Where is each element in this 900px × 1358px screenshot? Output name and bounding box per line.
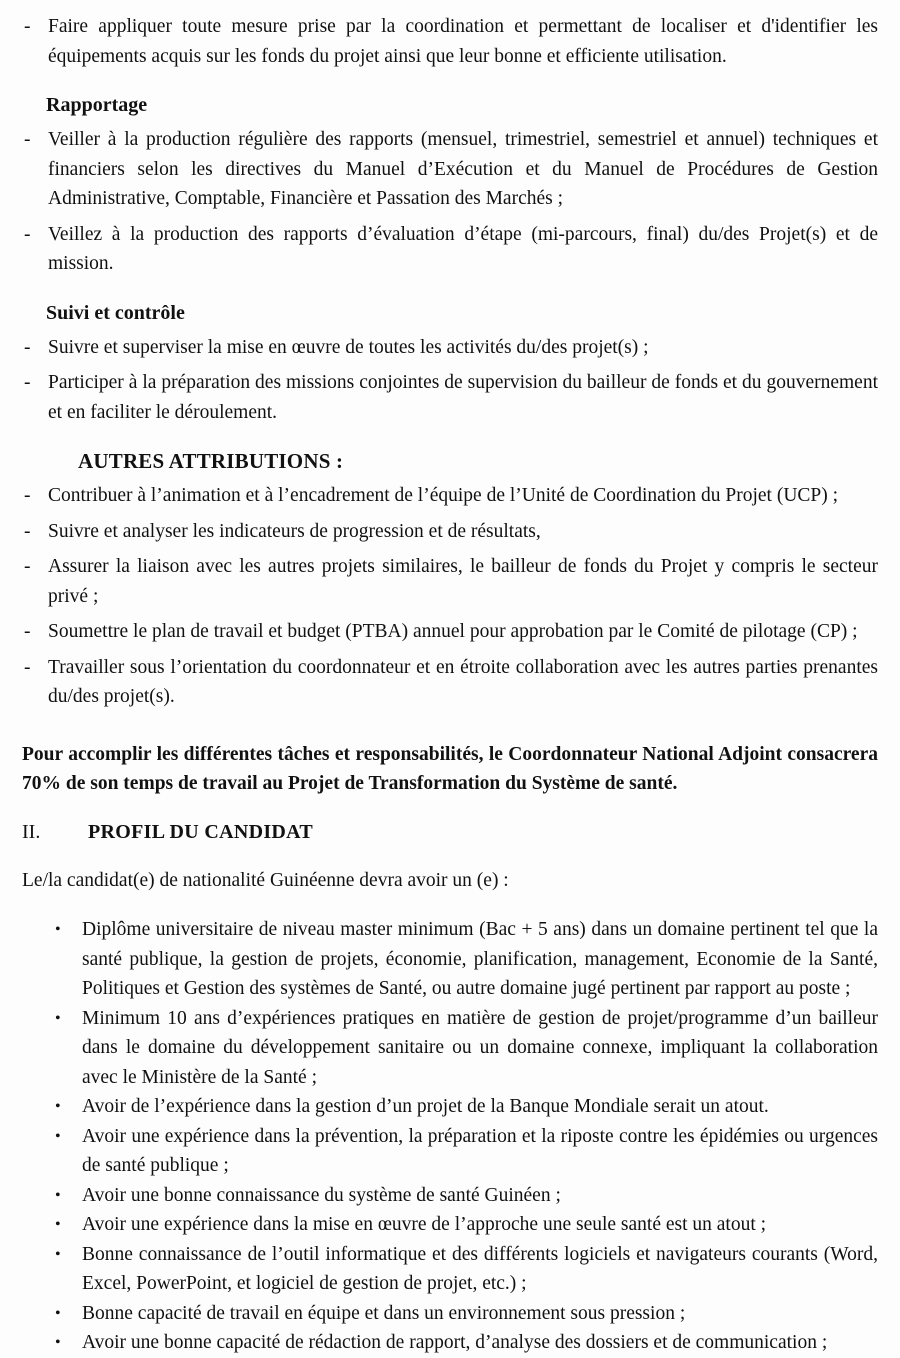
spacer xyxy=(0,279,900,299)
heading-suivi-et-controle: Suivi et contrôle xyxy=(46,301,185,324)
list-item xyxy=(0,915,900,1004)
list-item-text: Assurer la liaison avec les autres projets similaires, le bailleur de fonds du Projet y compris le secteur privé ; xyxy=(48,556,878,607)
list-item xyxy=(0,220,900,279)
bullet-icon: • xyxy=(55,1127,61,1145)
bullet-icon: • xyxy=(55,921,61,938)
dash-marker: - xyxy=(24,556,31,577)
bullet-icon: • xyxy=(55,1186,61,1204)
dash-marker: - xyxy=(24,485,31,506)
spacer-top xyxy=(0,0,900,12)
list-item-text: Minimum 10 ans d’expériences pratiques en matière de gestion de projet/programme d’un bailleur dans le domaine du développement sanitaire ou un domaine connexe, impliquant la collaboration avec le Ministère de la Santé ; xyxy=(82,1007,878,1088)
list-item xyxy=(0,1181,900,1211)
bullet-icon: • xyxy=(55,1009,61,1027)
heading-autres-attributions: AUTRES ATTRIBUTIONS : xyxy=(78,449,344,473)
section-title: PROFIL DU CANDIDAT xyxy=(88,820,314,843)
list-item-text: Avoir de l’expérience dans la gestion d’un projet de la Banque Mondiale serait un atout. xyxy=(82,1096,769,1117)
list-item-text: Suivre et superviser la mise en œuvre de toutes les activités du/des projet(s) ; xyxy=(48,336,649,358)
dash-marker: - xyxy=(24,621,31,642)
dash-marker: - xyxy=(24,656,31,678)
list-item xyxy=(0,1299,900,1329)
list-item-text: Avoir une bonne capacité de rédaction de rapport, d’analyse des dossiers et de communication ; xyxy=(82,1332,828,1353)
spacer xyxy=(0,427,900,447)
list-item-text: Bonne capacité de travail en équipe et dans un environnement sous pression ; xyxy=(82,1302,686,1324)
list-item xyxy=(0,333,900,363)
list-item xyxy=(0,481,900,511)
heading-rapportage: Rapportage xyxy=(46,94,148,116)
list-item-text: Participer à la préparation des missions conjointes de supervision du bailleur de fonds et du gouvernement et en faciliter le déroulement. xyxy=(48,372,878,423)
list-item-text: Bonne connaissance de l’outil informatique et des différents logiciels et navigateurs courants (Word, Excel, PowerPoint, et logiciel de gestion de projet, etc.) ; xyxy=(82,1243,878,1294)
list-item-text: Diplôme universitaire de niveau master minimum (Bac + 5 ans) dans un domaine pertinent tel que la santé publique, la gestion de projets, économie, planification, management, Economie de la Santé, Politiques et Gestion des systèmes de Santé, ou autre domaine jugé pertinent par rapport au poste ; xyxy=(82,919,878,999)
list-item-text: Travailler sous l’orientation du coordonnateur et en étroite collaboration avec les autres parties prenantes du/des projet(s). xyxy=(48,656,878,707)
list-item xyxy=(0,125,900,214)
dash-marker: - xyxy=(24,16,31,37)
dash-marker: - xyxy=(24,372,31,393)
list-item xyxy=(0,1328,900,1358)
dash-marker: - xyxy=(24,336,31,358)
list-item-text: Suivre et analyser les indicateurs de progression et de résultats, xyxy=(48,520,541,542)
dash-marker: - xyxy=(24,520,31,542)
list-item xyxy=(0,1092,900,1122)
list-item xyxy=(0,1004,900,1093)
list-item-text: Avoir une bonne connaissance du système de santé Guinéen ; xyxy=(82,1184,561,1206)
list-item xyxy=(0,1210,900,1240)
bullet-icon: • xyxy=(55,1098,61,1115)
list-item xyxy=(0,517,900,547)
dash-marker: - xyxy=(24,223,31,245)
bullet-icon: • xyxy=(55,1245,61,1263)
section-numeral: II. xyxy=(22,820,41,843)
spacer xyxy=(0,846,900,866)
bullet-icon: • xyxy=(55,1334,61,1351)
list-item-text: Avoir une expérience dans la mise en œuvre de l’approche une seule santé est un atout ; xyxy=(82,1214,767,1235)
list-item-text: Contribuer à l’animation et à l’encadrement de l’équipe de l’Unité de Coordination du Projet (UCP) ; xyxy=(48,485,839,506)
list-item-text: Veiller à la production régulière des rapports (mensuel, trimestriel, semestriel et annuel) techniques et financiers selon les directives du Manuel d’Exécution et du Manuel de Procédures de Gestion Administrative, Comptable, Financière et Passation des Marchés ; xyxy=(48,129,878,209)
spacer xyxy=(0,712,900,740)
list-item-text: Veillez à la production des rapports d’évaluation d’étape (mi-parcours, final) du/des Projet(s) et de mission. xyxy=(48,223,878,274)
list-item xyxy=(0,1122,900,1181)
list-item xyxy=(0,368,900,427)
section-heading-profil xyxy=(0,818,900,846)
list-item-text: Avoir une expérience dans la prévention, la préparation et la riposte contre les épidémies ou urgences de santé publique ; xyxy=(82,1125,878,1176)
spacer xyxy=(0,798,900,818)
list-item xyxy=(0,12,900,71)
spacer xyxy=(0,71,900,91)
list-item xyxy=(0,617,900,647)
bullet-icon: • xyxy=(55,1304,61,1322)
list-item-text: Faire appliquer toute mesure prise par la coordination et permettant de localiser et d'identifier les équipements acquis sur les fonds du projet ainsi que leur bonne et efficiente utilisation. xyxy=(48,16,878,67)
dash-marker: - xyxy=(24,129,31,150)
list-item-text: Soumettre le plan de travail et budget (PTBA) annuel pour approbation par le Comité de pilotage (CP) ; xyxy=(48,621,858,642)
list-item xyxy=(0,653,900,712)
list-item xyxy=(0,552,900,611)
bold-statement-paragraph: Pour accomplir les différentes tâches et responsabilités, le Coordonnateur National Adjoint consacrera 70% de son temps de travail au Projet de Transformation du Système de santé. xyxy=(22,743,878,794)
bullet-icon: • xyxy=(55,1216,61,1233)
list-item xyxy=(0,1240,900,1299)
profile-intro-paragraph: Le/la candidat(e) de nationalité Guinéenne devra avoir un (e) : xyxy=(22,869,509,891)
spacer xyxy=(0,895,900,915)
